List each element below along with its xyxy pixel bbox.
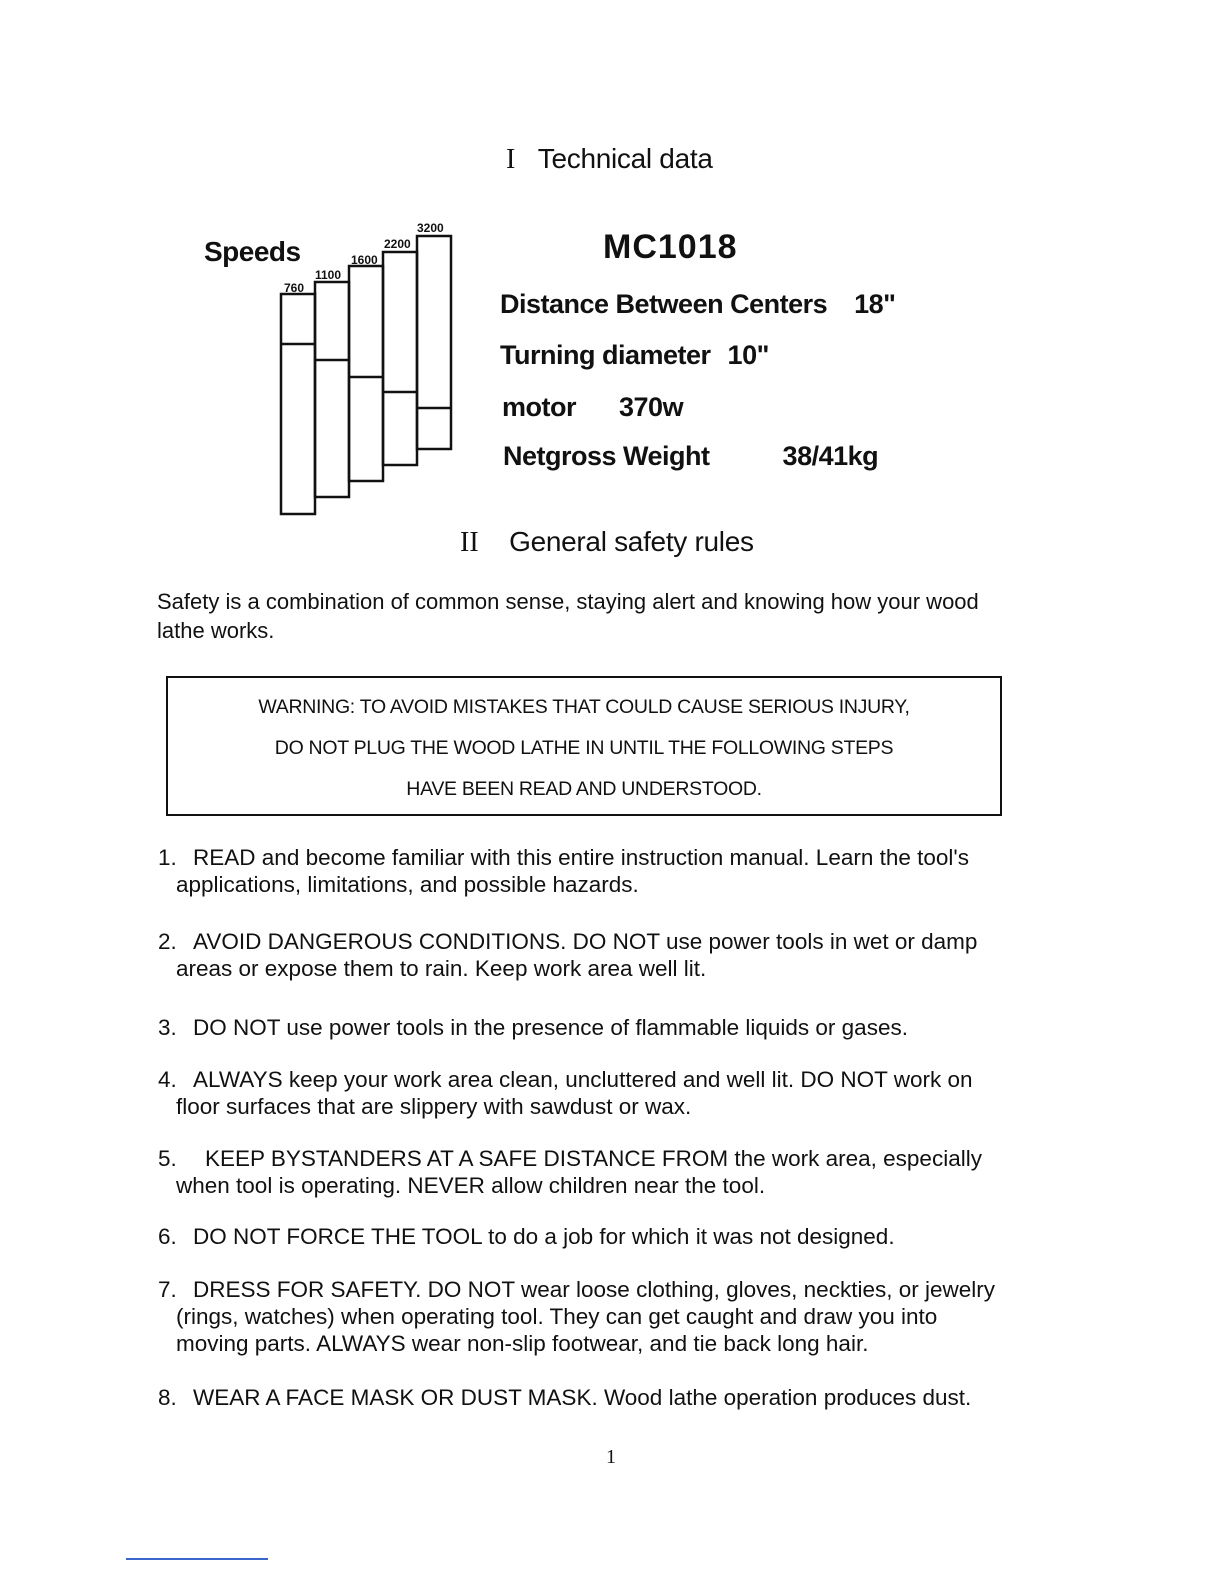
- speed-label-760: 760: [284, 281, 305, 295]
- spec-row: [500, 340, 769, 371]
- rule-text: DO NOT use power tools in the presence of flammable liquids or gases.: [193, 1015, 908, 1040]
- speed-label-2200: 2200: [384, 237, 411, 251]
- rule-number: 6.: [158, 1224, 177, 1249]
- rule-text-cont: (rings, watches) when operating tool. They can get caught and draw you into: [176, 1304, 938, 1329]
- rule-number: 2.: [158, 929, 177, 954]
- warning-line: WARNING: TO AVOID MISTAKES THAT COULD CAUSE SERIOUS INJURY,: [258, 696, 910, 718]
- spec-row: [502, 392, 683, 423]
- rule-text: READ and become familiar with this entire instruction manual. Learn the tool's: [193, 845, 969, 870]
- section1-heading: [506, 143, 713, 176]
- speeds-pulley-diagram: [270, 212, 470, 522]
- rule-item: [158, 1384, 1088, 1411]
- pulley-step-1600: [349, 266, 383, 481]
- spec-label: Netgross Weight: [503, 441, 710, 471]
- rule-item: [158, 1066, 1088, 1120]
- warning-line: DO NOT PLUG THE WOOD LATHE IN UNTIL THE FOLLOWING STEPS: [274, 737, 894, 759]
- rule-text: DRESS FOR SAFETY. DO NOT wear loose clothing, gloves, neckties, or jewelry: [193, 1277, 995, 1302]
- section1-title: Technical data: [537, 143, 713, 174]
- rule-text-cont: when tool is operating. NEVER allow children near the tool.: [176, 1173, 766, 1198]
- spec-value: 370w: [619, 392, 684, 422]
- footnote-divider: [126, 1558, 268, 1560]
- spec-value: 18": [854, 289, 896, 319]
- page-number: 1: [606, 1446, 616, 1468]
- rule-item: [158, 844, 1088, 898]
- section2-title: General safety rules: [509, 526, 754, 557]
- section1-numeral: I: [506, 144, 516, 175]
- spec-label: motor: [502, 392, 576, 422]
- rule-number: 7.: [158, 1277, 177, 1302]
- spec-value: 38/41kg: [782, 441, 879, 471]
- rule-text-cont: areas or expose them to rain. Keep work area well lit.: [176, 956, 707, 981]
- speed-label-1100: 1100: [315, 268, 342, 282]
- rule-number: 3.: [158, 1015, 177, 1040]
- rule-item: [158, 928, 1088, 982]
- intro-line: lathe works.: [157, 618, 275, 643]
- rule-text: WEAR A FACE MASK OR DUST MASK. Wood lathe operation produces dust.: [193, 1385, 972, 1410]
- rule-text: DO NOT FORCE THE TOOL to do a job for which it was not designed.: [193, 1224, 895, 1249]
- rule-text: ALWAYS keep your work area clean, uncluttered and well lit. DO NOT work on: [193, 1067, 973, 1092]
- spec-label: Distance Between Centers: [500, 289, 828, 319]
- rule-number: 4.: [158, 1067, 177, 1092]
- rule-text-cont: applications, limitations, and possible hazards.: [176, 872, 639, 897]
- speed-label-3200: 3200: [417, 221, 444, 235]
- rule-item: [158, 1276, 1088, 1357]
- spec-row: [503, 441, 878, 472]
- rule-number: 8.: [158, 1385, 177, 1410]
- rule-number: 1.: [158, 845, 177, 870]
- rule-text-cont: moving parts. ALWAYS wear non-slip footwear, and tie back long hair.: [176, 1331, 869, 1356]
- spec-value: 10": [727, 340, 769, 370]
- warning-line: HAVE BEEN READ AND UNDERSTOOD.: [406, 778, 762, 800]
- intro-line: Safety is a combination of common sense, staying alert and knowing how your wood: [157, 589, 979, 614]
- rule-item: [158, 1145, 1088, 1199]
- section2-heading: [460, 526, 754, 559]
- intro-paragraph: [157, 587, 1097, 645]
- rule-text-cont: floor surfaces that are slippery with sawdust or wax.: [176, 1094, 692, 1119]
- rule-item: [158, 1014, 1088, 1041]
- rule-text: AVOID DANGEROUS CONDITIONS. DO NOT use power tools in wet or damp: [193, 929, 978, 954]
- model-number: MC1018: [603, 228, 738, 266]
- spec-row: [500, 289, 895, 320]
- speed-label-1600: 1600: [351, 253, 378, 267]
- rule-number: 5.: [158, 1146, 177, 1171]
- pulley-step-760: [281, 294, 315, 514]
- pulley-step-1100: [315, 282, 349, 497]
- pulley-step-3200: [417, 236, 451, 449]
- rule-text: KEEP BYSTANDERS AT A SAFE DISTANCE FROM the work area, especially: [205, 1146, 982, 1171]
- warning-box: [166, 676, 1002, 816]
- spec-label: Turning diameter: [500, 340, 711, 370]
- pulley-step-2200: [383, 252, 417, 465]
- speeds-label: Speeds: [204, 236, 301, 267]
- section2-numeral: II: [460, 527, 479, 558]
- rule-item: [158, 1223, 1088, 1250]
